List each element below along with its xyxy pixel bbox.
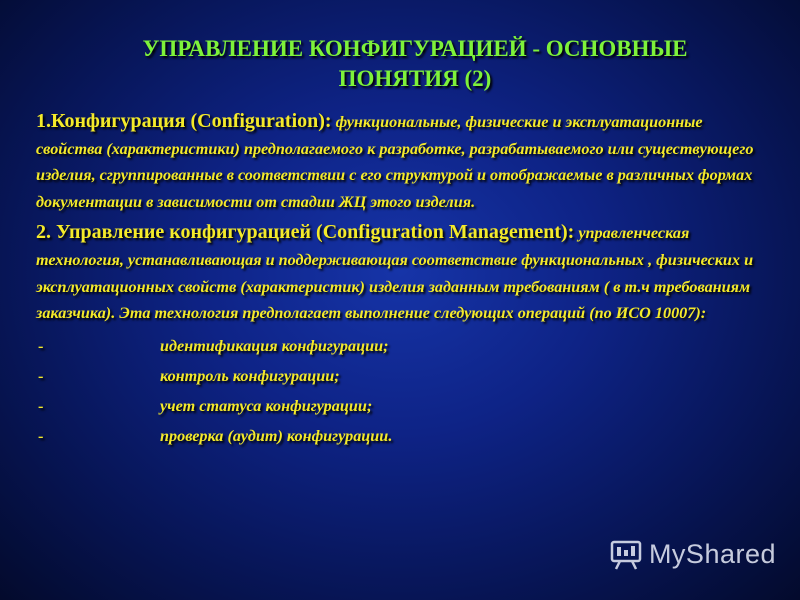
definition-text: управленческая технология, устанавливающая и поддерживающая соответствие функциональных , физических и эксплуатационных свойств (характеристик) изделия заданным требованиям ( в т.ч требованиям заказчика). Эта технология предполагает выполнение следующих операций (по ИСО 10007): [36, 224, 754, 322]
operations-list [36, 331, 766, 451]
list-bullet: - [38, 366, 44, 385]
slide-content [36, 108, 766, 467]
list-bullet: - [38, 336, 44, 355]
list-item [36, 421, 766, 451]
watermark-text: MyShared [648, 538, 776, 569]
definition-term: 1.Конфигурация (Configuration): [36, 110, 332, 132]
list-item-text: идентификация конфигурации; [160, 336, 389, 355]
list-item [36, 361, 766, 391]
slide-title-line-1: УПРАВЛЕНИЕ КОНФИГУРАЦИЕЙ - ОСНОВНЫЕ [142, 36, 688, 61]
list-item [36, 331, 766, 361]
presentation-board-icon [609, 538, 643, 570]
slide-title-line-2: ПОНЯТИЯ (2) [338, 66, 492, 91]
list-bullet: - [38, 396, 44, 415]
list-item [36, 391, 766, 421]
definition-text: функциональные, физические и эксплуатационные свойства (характеристики) предполагаемого к разработке, разрабатываемого или существующего изделия, сгруппированные в соответствии с его структурой и отображаемые в различных формах документации в зависимости от стадии ЖЦ этого изделия. [36, 113, 754, 211]
list-item-text: контроль конфигурации; [160, 366, 340, 385]
myshared-watermark [609, 538, 776, 570]
definition-configuration [36, 108, 766, 215]
slide-title [60, 34, 770, 94]
list-bullet: - [38, 426, 44, 445]
list-item-text: учет статуса конфигурации; [160, 396, 373, 415]
definition-term: 2. Управление конфигурацией (Configuration Management): [36, 221, 575, 243]
definition-configuration-management [36, 218, 766, 327]
list-item-text: проверка (аудит) конфигурации. [160, 426, 393, 445]
